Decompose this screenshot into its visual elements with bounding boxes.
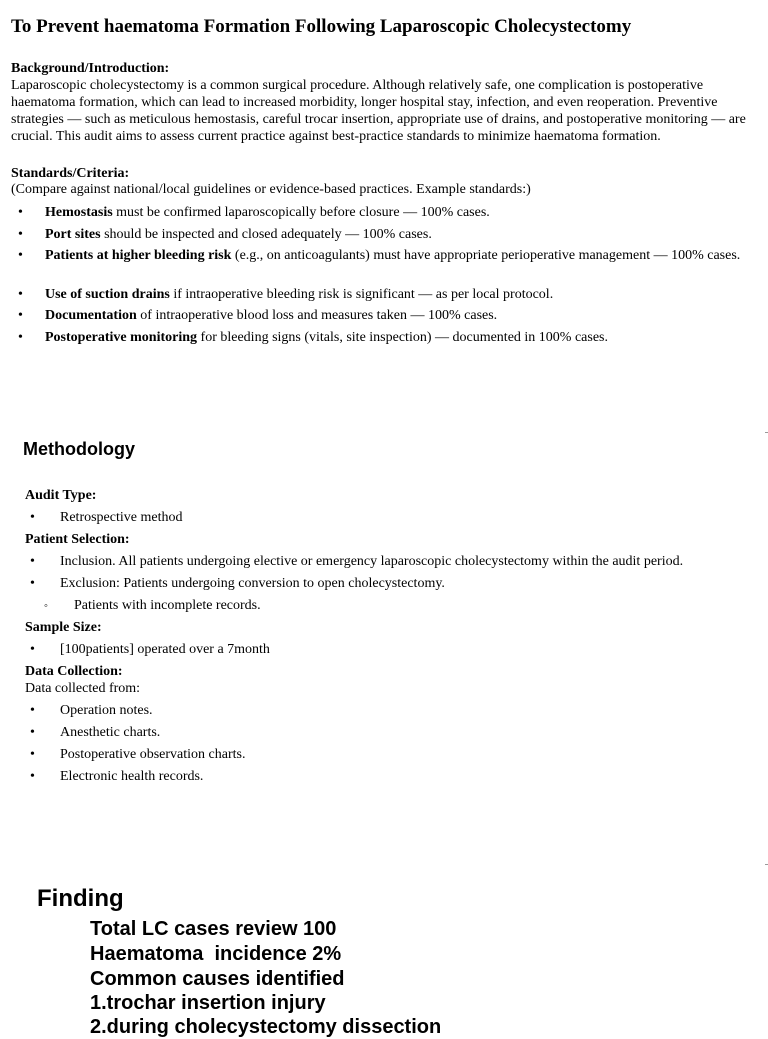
- bullet-icon: •: [18, 227, 23, 242]
- bullet-icon: •: [18, 330, 23, 345]
- standard-item-bold: Port sites: [45, 227, 101, 242]
- standard-item-bold: Documentation: [45, 308, 137, 323]
- bullet-icon: •: [30, 576, 35, 591]
- standard-item: [18, 286, 745, 303]
- finding-line: 1.trochar insertion injury: [90, 992, 326, 1014]
- standard-item-text: of intraoperative blood loss and measures taken — 100% cases.: [136, 308, 498, 323]
- bullet-icon: •: [18, 205, 23, 220]
- data-source-item: Operation notes.: [60, 703, 153, 718]
- standard-item: [18, 329, 745, 346]
- standard-item-bold: Use of suction drains: [45, 287, 170, 302]
- finding-line: 2.during cholecystectomy dissection: [90, 1016, 442, 1038]
- data-source-item: Postoperative observation charts.: [60, 747, 246, 762]
- background-text: Laparoscopic cholecystectomy is a common surgical procedure. Although relatively safe, one complication is postoperative haematoma formation, which can lead to increased morbidity, longer hospital stay, infection, and even reoperation. Preventive strategies — such as meticulous hemostasis, careful trocar insertion, appropriate use of drains, and postoperative monitoring — are crucial. This audit aims to assess current practice against best-practice standards to minimize haematoma formation.: [11, 78, 746, 144]
- document-title: To Prevent haematoma Formation Following Laparoscopic Cholecystectomy: [11, 16, 632, 37]
- standards-heading: Standards/Criteria:: [11, 166, 130, 181]
- standard-item-text: if intraoperative bleeding risk is significant — as per local protocol.: [169, 287, 554, 302]
- bullet-icon: •: [30, 554, 35, 569]
- bullet-icon: •: [18, 248, 23, 263]
- sample-size-item: [100patients] operated over a 7month: [60, 642, 270, 657]
- finding-line: Haematoma incidence 2%: [90, 943, 342, 965]
- bullet-icon: •: [30, 725, 35, 740]
- standard-item: [18, 204, 745, 221]
- standard-item-text: should be inspected and closed adequately — 100% cases.: [100, 227, 432, 242]
- standard-item-text: for bleeding signs (vitals, site inspection) — documented in 100% cases.: [197, 330, 609, 345]
- standard-item-bold: Postoperative monitoring: [45, 330, 198, 345]
- standard-item-text: must be confirmed laparoscopically before closure — 100% cases.: [112, 205, 490, 220]
- audit-type-item: Retrospective method: [60, 510, 183, 525]
- sample-size-label: Sample Size:: [25, 620, 102, 635]
- methodology-title: Methodology: [23, 439, 135, 459]
- bullet-icon: •: [30, 510, 35, 525]
- finding-title: Finding: [37, 885, 124, 912]
- bullet-icon: •: [30, 769, 35, 784]
- data-collection-intro: Data collected from:: [25, 681, 141, 696]
- finding-line: Common causes identified: [90, 968, 345, 990]
- exclusion-sub-item: Patients with incomplete records.: [74, 598, 261, 613]
- bullet-icon: •: [30, 747, 35, 762]
- standard-item-bold: Hemostasis: [45, 205, 113, 220]
- bullet-icon: •: [18, 308, 23, 323]
- bullet-icon: •: [30, 703, 35, 718]
- data-source-item: Electronic health records.: [60, 769, 204, 784]
- patient-selection-label: Patient Selection:: [25, 532, 130, 547]
- standard-item: [18, 226, 745, 243]
- inclusion-criteria: Inclusion. All patients undergoing elective or emergency laparoscopic cholecystectomy within the audit period.: [60, 554, 684, 569]
- data-collection-label: Data Collection:: [25, 664, 123, 679]
- exclusion-criteria: Exclusion: Patients undergoing conversion to open cholecystectomy.: [60, 576, 445, 591]
- bullet-icon: •: [30, 642, 35, 657]
- standards-note: (Compare against national/local guidelines or evidence-based practices. Example standards:): [11, 182, 531, 197]
- bullet-icon: •: [18, 287, 23, 302]
- standard-item-bold: Patients at higher bleeding risk: [45, 248, 232, 263]
- circle-bullet-icon: ◦: [44, 600, 48, 612]
- standard-item: [18, 307, 745, 324]
- standard-item: [18, 247, 745, 264]
- audit-type-label: Audit Type:: [25, 488, 97, 503]
- standard-item-text: (e.g., on anticoagulants) must have appropriate perioperative management — 100% cases.: [231, 248, 741, 263]
- background-heading: Background/Introduction:: [11, 61, 170, 76]
- data-source-item: Anesthetic charts.: [60, 725, 161, 740]
- finding-line: Total LC cases review 100: [90, 918, 337, 940]
